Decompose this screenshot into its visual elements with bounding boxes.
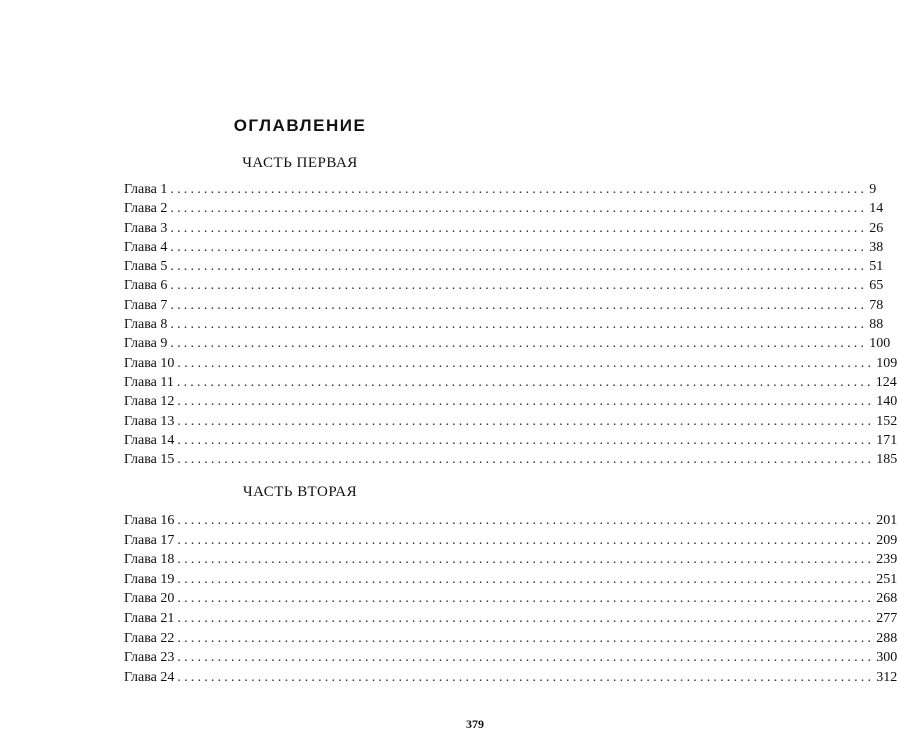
page-number: 379 [466,717,484,731]
toc-chapter-label: Глава 7 [124,297,168,313]
toc-page-number: 140 [876,394,897,410]
part-one-entries [124,180,897,469]
toc-page-number: 300 [876,650,897,666]
toc-entry [124,276,884,295]
toc-dot-leader: ........................................................................................................ [177,413,875,429]
toc-page-number: 100 [869,336,891,352]
toc-page-number: 268 [876,591,897,607]
toc-entry [124,315,884,334]
toc-chapter-label: Глава 14 [124,432,175,448]
toc-chapter-label: Глава 4 [124,239,168,255]
toc-page-number: 171 [876,432,897,448]
toc-chapter-label: Глава 12 [124,394,175,410]
toc-chapter-label: Глава 6 [124,278,168,294]
toc-entry [124,180,877,199]
toc-dot-leader: ........................................................................................................ [177,630,875,646]
toc-dot-leader: ........................................................................................................ [170,220,868,236]
toc-page-number: 288 [876,630,897,646]
toc-page-number: 152 [876,413,897,429]
toc-dot-leader: ........................................................................................................ [177,432,875,448]
toc-entry [124,392,897,411]
toc-page-number: 124 [875,374,897,390]
toc-chapter-label: Глава 19 [124,571,175,587]
toc-entry [124,531,897,551]
toc-page-number: 26 [869,220,884,236]
toc-page-number: 78 [869,297,884,313]
toc-page-number: 201 [876,513,897,528]
toc-chapter-label: Глава 17 [124,532,175,548]
toc-chapter-label: Глава 15 [124,452,175,468]
toc-entry [124,570,897,590]
toc-chapter-label: Глава 10 [124,355,175,371]
toc-entry [124,550,897,570]
toc-chapter-label: Глава 5 [124,259,168,275]
toc-entry [124,373,897,392]
toc-dot-leader: ........................................................................................................ [177,532,875,548]
toc-chapter-label: Глава 21 [124,610,175,626]
toc-dot-leader: ........................................................................................................ [177,394,875,410]
toc-entry [124,609,897,629]
toc-entry [124,238,884,257]
toc-chapter-label: Глава 2 [124,201,168,217]
toc-dot-leader: ........................................................................................................ [177,591,875,607]
toc-entry [124,334,891,353]
toc-page-number: 88 [869,317,884,333]
toc-chapter-label: Глава 8 [124,317,168,333]
toc-dot-leader: ........................................................................................................ [170,239,868,255]
part-two-entries [124,511,897,687]
toc-dot-leader: ........................................................................................................ [170,278,868,294]
toc-dot-leader: ........................................................................................................ [170,317,868,333]
toc-chapter-label: Глава 18 [124,552,175,568]
toc-dot-leader: ........................................................................................................ [177,650,875,666]
toc-dot-leader: ........................................................................................................ [170,182,868,197]
toc-entry [124,199,884,218]
toc-page-number: 14 [869,201,884,217]
toc-chapter-label: Глава 20 [124,591,175,607]
toc-entry [124,354,897,373]
toc-page-number: 185 [876,452,897,468]
toc-chapter-label: Глава 11 [124,374,174,390]
toc-chapter-label: Глава 23 [124,650,175,666]
toc-page-number: 277 [876,610,897,626]
toc-entry [124,412,897,431]
toc-chapter-label: Глава 9 [124,336,168,352]
toc-page-number: 209 [876,532,897,548]
toc-chapter-label: Глава 3 [124,220,168,236]
toc-entry [124,511,897,531]
toc-page-number: 9 [869,182,877,197]
toc-entry [124,219,884,238]
toc-dot-leader: ........................................................................................................ [177,452,875,468]
toc-entry [124,668,897,688]
toc-page-number: 51 [869,259,884,275]
toc-dot-leader: ........................................................................................................ [170,201,868,217]
toc-dot-leader: ........................................................................................................ [177,669,875,685]
toc-dot-leader: ........................................................................................................ [176,374,874,390]
toc-dot-leader: ........................................................................................................ [170,297,868,313]
toc-entry [124,589,897,609]
toc-page-number: 65 [869,278,884,294]
toc-title: ОГЛАВЛЕНИЕ [233,116,367,135]
toc-dot-leader: ........................................................................................................ [170,336,868,352]
toc-dot-leader: ........................................................................................................ [177,552,875,568]
toc-entry [124,648,897,668]
toc-dot-leader: ........................................................................................................ [177,355,875,371]
toc-page-number: 312 [876,669,897,685]
toc-chapter-label: Глава 13 [124,413,175,429]
toc-dot-leader: ........................................................................................................ [177,610,875,626]
toc-page-number: 239 [876,552,897,568]
toc-entry [124,257,884,276]
toc-chapter-label: Глава 22 [124,630,175,646]
toc-entry [124,629,897,649]
part-one-heading: ЧАСТЬ ПЕРВАЯ [242,155,358,171]
toc-dot-leader: ........................................................................................................ [177,513,875,528]
toc-page-number: 251 [876,571,897,587]
toc-page-number: 38 [869,239,884,255]
toc-dot-leader: ........................................................................................................ [177,571,875,587]
toc-chapter-label: Глава 24 [124,669,175,685]
toc-chapter-label: Глава 16 [124,513,175,528]
toc-entry [124,431,897,450]
toc-entry [124,296,884,315]
toc-entry [124,450,897,469]
toc-page-number: 109 [876,355,897,371]
toc-chapter-label: Глава 1 [124,182,168,197]
toc-dot-leader: ........................................................................................................ [170,259,868,275]
part-two-heading: ЧАСТЬ ВТОРАЯ [242,484,358,500]
